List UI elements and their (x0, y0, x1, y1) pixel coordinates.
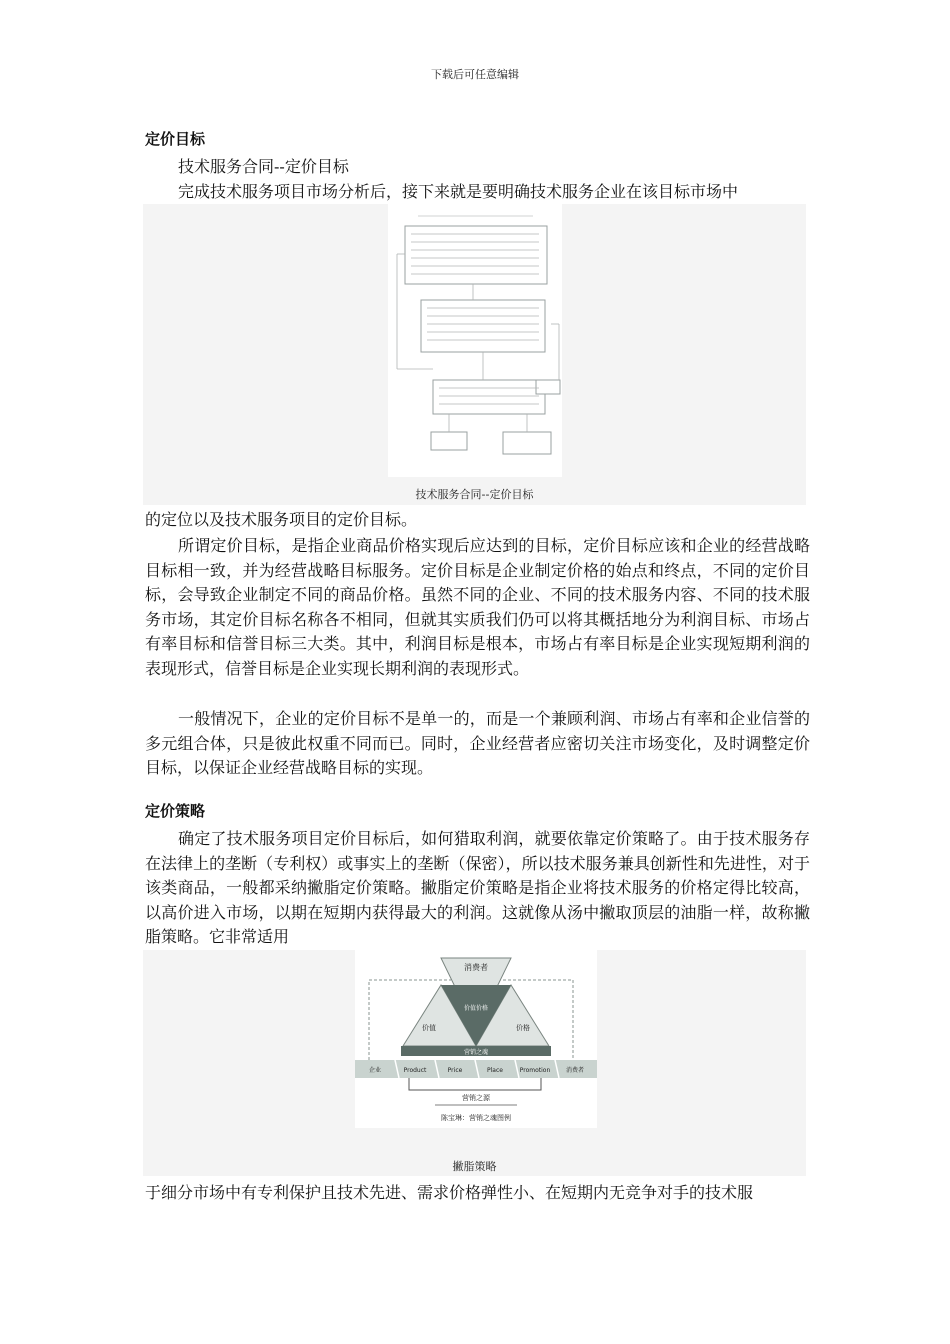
paragraph-general: 一般情况下，企业的定价目标不是单一的，而是一个兼顾利润、市场占有率和企业信誉的多元组合体，只是彼此权重不同而已。同时，企业经营者应密切关注市场变化，及时调整定价目标，以保证企业经营战略目标的实现。 (145, 709, 810, 777)
paragraph-after-figure-1: 的定位以及技术服务项目的定价目标。 (145, 510, 418, 529)
flowchart-image (143, 204, 806, 505)
intro-line: 完成技术服务项目市场分析后，接下来就是要明确技术服务企业在该目标市场中 (178, 182, 739, 201)
page-header: 下载后可任意编辑 (431, 68, 519, 81)
chain-item-2: Product (403, 1067, 427, 1074)
figure-1 (143, 204, 806, 505)
paragraph-after-figure-2: 于细分市场中有专利保护且技术先进、需求价格弹性小、在短期内无竞争对手的技术服 (145, 1183, 754, 1202)
figure-2 (143, 950, 806, 1176)
label-value: 价值 (422, 1024, 436, 1032)
diagram-footer: 陈宝琳：营销之魂图例 (441, 1114, 511, 1122)
label-source: 营销之源 (462, 1094, 490, 1102)
section-heading-pricing-goal: 定价目标 (145, 130, 206, 148)
chain-item-5: Promotion (519, 1067, 551, 1074)
paragraph-strategy: 确定了技术服务项目定价目标后，如何猎取利润，就要依靠定价策略了。由于技术服务存在法律上的垄断（专利权）或事实上的垄断（保密），所以技术服务兼具创新性和先进性，对于该类商品，一般都采纳撇脂定价策略。撇脂定价策略是指企业将技术服务的价格定得比较高，以高价进入市场，以期在短期内获得最大的利润。这就像从汤中撇取顶层的油脂一样，故称撇脂策略。它非常适用 (145, 829, 810, 946)
label-consumer-top: 消费者 (464, 963, 488, 972)
chain-item-1: 企业 (368, 1067, 382, 1074)
figure-1-caption: 技术服务合同--定价目标 (415, 488, 534, 501)
subtitle-line: 技术服务合同--定价目标 (178, 157, 349, 176)
figure-2-caption: 撇脂策略 (452, 1160, 497, 1173)
chain-item-4: Place (487, 1067, 503, 1074)
paragraph-definition: 所谓定价目标，是指企业商品价格实现后应达到的目标，定价目标应该和企业的经营战略目标相一致，并为经营战略目标服务。定价目标是企业制定价格的始点和终点，不同的定价目标，会导致企业制定不同的商品价格。虽然不同的企业、不同的技术服务内容、不同的技术服务市场，其定价目标名称各不相同，但就其实质我们仍可以将其概括地分为利润目标、市场占有率目标和信誉目标三大类。其中，利润目标是根本，市场占有率目标是企业实现短期利润的表现形式，信誉目标是企业实现长期利润的表现形式。 (145, 536, 810, 678)
marketing-diagram (143, 950, 806, 1176)
chain-item-6: 消费者 (565, 1067, 585, 1074)
section-heading-pricing-strategy: 定价策略 (145, 802, 206, 820)
label-center: 价值价格 (463, 1005, 489, 1012)
label-base: 营销之魂 (463, 1049, 489, 1056)
label-price: 价格 (516, 1024, 530, 1032)
chain-item-3: Price (447, 1067, 463, 1074)
